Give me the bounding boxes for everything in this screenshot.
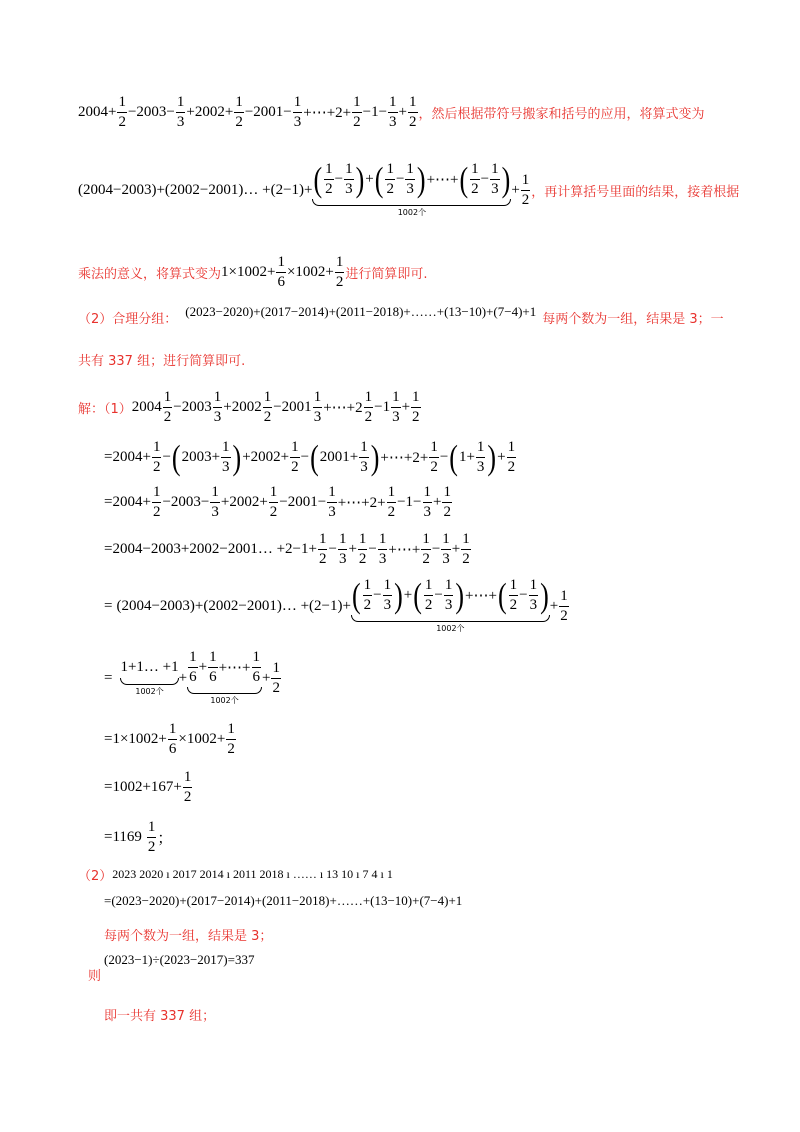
fraction: $\frac{1}{2}$ — [409, 94, 417, 130]
overbrace-group: $\frac{1}{6}$ + $\frac{1}{6}$ +⋯+ $\frac{1}{6}$ 1002个 — [189, 649, 260, 705]
analysis-line-1 — [78, 95, 705, 130]
solution-line-8: = 1002+167+ $\frac{1}{2}$ — [104, 769, 192, 805]
overbrace-group: ( $\frac{1}{2}$ − $\frac{1}{3}$ ) + ( $\frac{1}{2}$ − $\frac{1}{3}$ ) +⋯+ ( $\frac{1}{2}$ − $\frac{1}{3}$ ) 1002个 — [313, 159, 511, 217]
solution-line-3: = 2004+ $\frac{1}{2}$ −2003− $\frac{1}{3}$ +2002+ $\frac{1}{2}$ −2001− $\frac{1}{3}$ +⋯+2+ $\frac{1}{2}$ −1− $\frac{1}{3}$ + $\frac{1}{2}$ — [104, 484, 451, 520]
analysis-line-5: 共有 337 组；进行简算即可. — [78, 354, 246, 369]
solution-line-9: = 1169 $\frac{1}{2}$ ； — [104, 819, 173, 855]
part2-line-5: 即一共有 337 组； — [104, 1009, 216, 1024]
underbrace — [312, 199, 511, 206]
analysis-text: ，然后根据带符号搬家和括号的应用，将算式变为 — [418, 107, 705, 122]
expr: +2002+ — [186, 104, 234, 120]
expr: −2001− — [244, 104, 292, 120]
analysis-line-2: (2004−2003)+(2002−2001)… +(2−1)+ ( $\frac{1}{2}$ − $\frac{1}{3}$ ) + ( $\frac{1}{2}$ − $\frac{1}{3}$ ) +⋯+ ( $\frac{1}{2}$ − $\frac{1}{3}$ ) 1002个 + $\frac{1}{2}$ ，再计算括号里面的结果，接着根据 — [78, 159, 740, 217]
overbrace-group: ( $\frac{1}{2}$ − $\frac{1}{3}$ ) + ( $\frac{1}{2}$ − $\frac{1}{3}$ ) +⋯+ ( $\frac{1}{2}$ − $\frac{1}{3}$ ) 1002个 — [351, 575, 549, 633]
part2-line-1: （2） 2023 2020 ı 2017 2014 ı 2011 2018 ı …… ı 13 10 ı 7 4 ı 1 — [78, 867, 393, 884]
solution-line-2: = 2004+ $\frac{1}{2}$ − ( 2003+ $\frac{1}{3}$ ) +2002+ $\frac{1}{2}$ − ( 2001+ $\frac{1}{3}$ ) +⋯+2+ $\frac{1}{2}$ − ( 1+ $\frac{1}{3}$ ) + $\frac{1}{2}$ — [104, 437, 516, 477]
part2-line-2: =(2023−2020)+(2017−2014)+(2011−2018)+……+(13−10)+(7−4)+1 — [104, 893, 463, 908]
fraction: $\frac{1}{3}$ — [389, 94, 397, 130]
fraction: $\frac{1}{3}$ — [293, 94, 302, 130]
solution-line-1: 解：（1） 2004 $\frac{1}{2}$ −2003 $\frac{1}{3}$ +2002 $\frac{1}{2}$ −2001 $\frac{1}{3}$ +⋯+2 $\frac{1}{2}$ −1 $\frac{1}{3}$ + $\frac{1}{2}$ — [78, 389, 420, 425]
analysis-line-4: （2）合理分组： (2023−2020)+(2017−2014)+(2011−2018)+……+(13−10)+(7−4)+1 每两个数为一组，结果是 3；一 — [78, 304, 724, 327]
solution-line-4: = 2004−2003+2002−2001… +2−1+ $\frac{1}{2}$ − $\frac{1}{3}$ + $\frac{1}{2}$ − $\frac{1}{3}$ +⋯+ $\frac{1}{2}$ − $\frac{1}{3}$ + $\frac{1}{2}$ — [104, 531, 470, 567]
expr: (2004−2003)+(2002−2001)… +(2−1)+ — [78, 181, 313, 198]
expr: + — [398, 104, 408, 120]
fraction: $\frac{1}{2}$ — [353, 94, 361, 130]
expr: +⋯+2+ — [303, 105, 352, 121]
solution-line-7: = 1×1002+ $\frac{1}{6}$ ×1002+ $\frac{1}{2}$ — [104, 721, 235, 757]
fraction: $\frac{1}{3}$ — [176, 94, 185, 130]
part2-line-4-text: 则 — [88, 969, 102, 984]
fraction: $\frac{1}{2}$ — [235, 94, 243, 130]
fraction: $\frac{1}{2}$ — [118, 94, 126, 130]
expr: −2003− — [127, 104, 175, 120]
part2-line-3: 每两个数为一组，结果是 3； — [104, 929, 273, 944]
expr: −1− — [362, 104, 388, 120]
analysis-line-3: 乘法的意义，将算式变为 1×1002+ $\frac{1}{6}$ ×1002+ $\frac{1}{2}$ 进行简算即可. — [78, 254, 428, 290]
underbrace — [351, 615, 550, 622]
solution-line-5: = (2004−2003)+(2002−2001)… +(2−1)+ ( $\frac{1}{2}$ − $\frac{1}{3}$ ) + ( $\frac{1}{2}$ − $\frac{1}{3}$ ) +⋯+ ( $\frac{1}{2}$ − $\frac{1}{3}$ ) 1002个 + $\frac{1}{2}$ — [104, 575, 568, 633]
expr: 2004+ — [78, 104, 117, 120]
analysis-text: ，再计算括号里面的结果，接着根据 — [531, 184, 740, 200]
solution-line-6: = 1+1… +1 1002个 + $\frac{1}{6}$ + $\frac{1}{6}$ +⋯+ $\frac{1}{6}$ 1002个 + $\frac{1}{2}$ — [104, 649, 280, 705]
part2-line-4-math: (2023−1)÷(2023−2017)=337 — [104, 952, 255, 967]
overbrace-group: 1+1… +1 1002个 — [120, 659, 179, 696]
